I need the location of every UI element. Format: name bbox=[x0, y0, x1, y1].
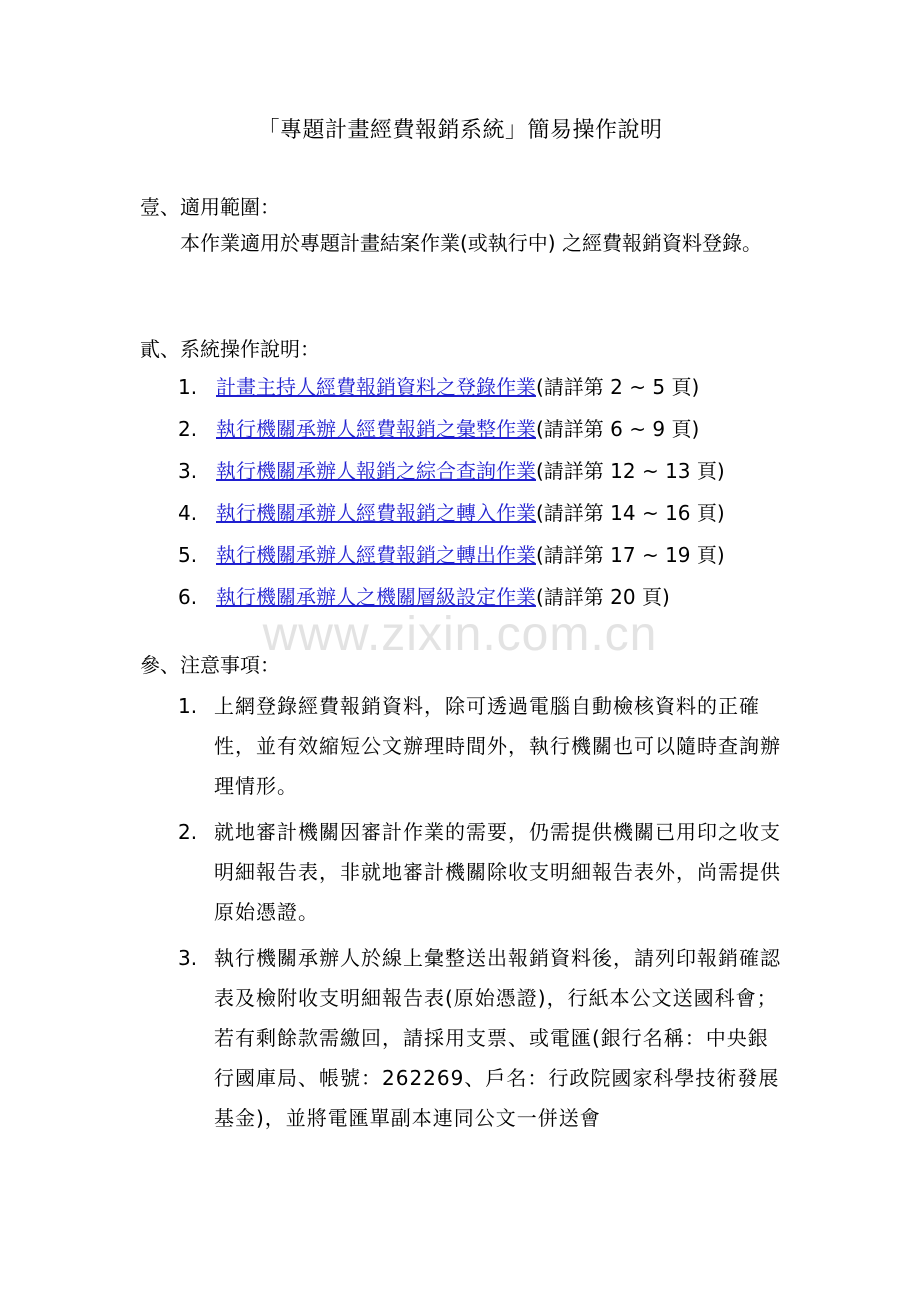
note-item-2 bbox=[178, 812, 798, 936]
note-item-3 bbox=[178, 938, 798, 1188]
note-item-1 bbox=[178, 686, 798, 810]
operation-item-number: 6. bbox=[178, 585, 198, 609]
operation-item-number: 3. bbox=[178, 459, 198, 483]
operation-item-3 bbox=[178, 456, 725, 486]
operation-item-number: 4. bbox=[178, 501, 198, 525]
scope-text: 本作業適用於專題計畫結案作業(或執行中) 之經費報銷資料登錄。 bbox=[180, 231, 762, 255]
operation-item-6 bbox=[178, 582, 670, 612]
operation-item-number: 2. bbox=[178, 417, 198, 441]
operation-page-range: (請詳第 20 頁) bbox=[536, 585, 670, 609]
operation-link-3[interactable]: 執行機關承辦人報銷之綜合查詢作業 bbox=[216, 459, 536, 483]
note-item-text: 執行機關承辦人於線上彙整送出報銷資料後，請列印報銷確認表及檢附收支明細報告表(原始憑證)，行紙本公文送國科會；若有剩餘款需繳回，請採用支票、或電匯(銀行名稱：中央銀行國庫局、帳號：262269、戶名：行政院國家科學技術發展基金)，並將電匯單副本連同公文一併送會 bbox=[214, 946, 781, 1130]
note-item-text: 上網登錄經費報銷資料，除可透過電腦自動檢核資料的正確性，並有效縮短公文辦理時間外，執行機關也可以隨時查詢辦理情形。 bbox=[214, 694, 781, 798]
operation-page-range: (請詳第 17 ~ 19 頁) bbox=[536, 543, 725, 567]
note-item-number: 1. bbox=[178, 694, 198, 718]
note-item-text: 就地審計機關因審計作業的需要，仍需提供機關已用印之收支明細報告表，非就地審計機關除收支明細報告表外，尚需提供原始憑證。 bbox=[214, 820, 781, 924]
operations-heading: 貳、系統操作說明： bbox=[140, 337, 320, 361]
operation-item-4 bbox=[178, 498, 725, 528]
operation-item-1 bbox=[178, 372, 699, 402]
operation-item-5 bbox=[178, 540, 725, 570]
note-item-number: 2. bbox=[178, 820, 198, 844]
operation-page-range: (請詳第 14 ~ 16 頁) bbox=[536, 501, 725, 525]
operation-link-1[interactable]: 計畫主持人經費報銷資料之登錄作業 bbox=[216, 375, 536, 399]
watermark: www.zixin.com.cn bbox=[262, 608, 658, 661]
operation-item-number: 1. bbox=[178, 375, 198, 399]
note-item-number: 3. bbox=[178, 946, 198, 970]
operation-item-number: 5. bbox=[178, 543, 198, 567]
notes-heading: 參、注意事項： bbox=[140, 653, 280, 677]
operation-page-range: (請詳第 12 ~ 13 頁) bbox=[536, 459, 725, 483]
operation-page-range: (請詳第 6 ~ 9 頁) bbox=[536, 417, 700, 441]
operation-item-2 bbox=[178, 414, 699, 444]
document-title: 「專題計畫經費報銷系統」簡易操作說明 bbox=[257, 118, 663, 143]
operation-link-2[interactable]: 執行機關承辦人經費報銷之彙整作業 bbox=[216, 417, 536, 441]
operation-page-range: (請詳第 2 ~ 5 頁) bbox=[536, 375, 700, 399]
scope-heading: 壹、適用範圍： bbox=[140, 195, 280, 219]
operation-link-5[interactable]: 執行機關承辦人經費報銷之轉出作業 bbox=[216, 543, 536, 567]
operation-link-4[interactable]: 執行機關承辦人經費報銷之轉入作業 bbox=[216, 501, 536, 525]
operation-link-6[interactable]: 執行機關承辦人之機關層級設定作業 bbox=[216, 585, 536, 609]
